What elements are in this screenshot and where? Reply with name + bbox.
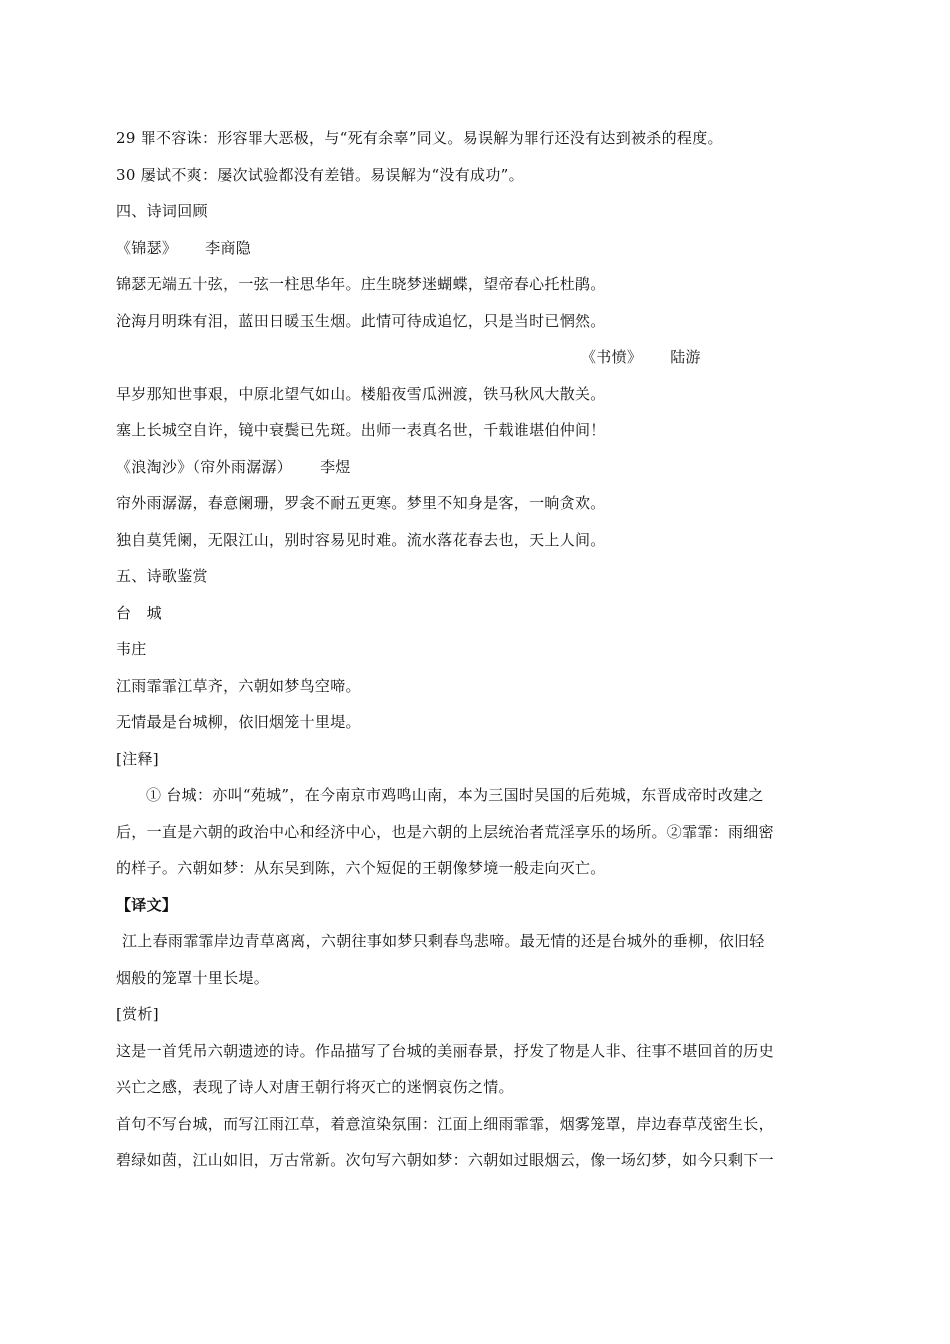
poem-title: 台 城 xyxy=(116,603,162,622)
text-line: 29 罪不容诛：形容罪大恶极，与“死有余辜”同义。易误解为罪行还没有达到被杀的程度。 xyxy=(116,129,723,147)
poem-line: 无情最是台城柳，依旧烟笼十里堤。 xyxy=(116,713,361,731)
poem-line: 帘外雨潺潺，春意阑珊，罗衾不耐五更寒。梦里不知身是客，一晌贪欢。 xyxy=(116,494,606,512)
poem-title: 《锦瑟》 xyxy=(116,238,178,257)
translation-label: 【译文】 xyxy=(116,895,178,914)
poem-line: 江雨霏霏江草齐，六朝如梦鸟空啼。 xyxy=(116,676,361,695)
section-heading: 五、诗歌鉴赏 xyxy=(116,567,208,585)
poem-heading xyxy=(116,449,846,486)
notes-line: 的样子。六朝如梦：从东吴到陈，六个短促的王朝像梦境一般走向灭亡。 xyxy=(116,859,606,877)
appreciation-line: 兴亡之感，表现了诗人对唐王朝行将灭亡的迷惘哀伤之情。 xyxy=(116,1078,514,1096)
poem-title: 《书愤》 xyxy=(581,348,643,366)
appreciation-line: 首句不写台城，而写江雨江草，着意渲染氛围：江面上细雨霏霏，烟雾笼罩，岸边春草茂密生长， xyxy=(116,1114,774,1133)
poem-line: 沧海月明珠有泪，蓝田日暖玉生烟。此情可待成追忆，只是当时已惘然。 xyxy=(116,311,606,330)
translation-line: 烟般的笼罩十里长堤。 xyxy=(116,968,270,987)
poem-author: 李商隐 xyxy=(205,238,252,257)
notes-line: 后，一直是六朝的政治中心和经济中心，也是六朝的上层统治者荒淫享乐的场所。②霏霏：雨细密 xyxy=(116,822,774,841)
translation-line: 江上春雨霏霏岸边青草离离，六朝往事如梦只剩春鸟悲啼。最无情的还是台城外的垂柳，依旧轻 xyxy=(122,932,765,950)
poem-author: 陆游 xyxy=(670,348,701,366)
poem-line: 锦瑟无端五十弦，一弦一柱思华年。庄生晓梦迷蝴蝶，望帝春心托杜鹃。 xyxy=(116,275,606,293)
poem-title: 《浪淘沙》（帘外雨潺潺） xyxy=(116,457,293,476)
poem-author: 韦庄 xyxy=(116,640,147,658)
poem-line: 早岁那知世事艰，中原北望气如山。楼船夜雪瓜洲渡，铁马秋风大散关。 xyxy=(116,384,606,403)
notes-label: [注释] xyxy=(116,749,159,768)
section-heading: 四、诗词回顾 xyxy=(116,202,208,220)
document-page xyxy=(116,120,846,1179)
poem-line: 独自莫凭阑，无限江山，别时容易见时难。流水落花春去也，天上人间。 xyxy=(116,530,606,549)
poem-heading xyxy=(116,230,846,267)
appreciation-label: [赏析] xyxy=(116,1005,159,1023)
text-line: 30 屡试不爽：屡次试验都没有差错。易误解为“没有成功”。 xyxy=(116,165,524,184)
poem-heading xyxy=(116,339,846,376)
poem-author: 李煜 xyxy=(320,457,351,476)
appreciation-line: 碧绿如茵，江山如旧，万古常新。次句写六朝如梦：六朝如过眼烟云，像一场幻梦，如今只剩下一 xyxy=(116,1151,774,1169)
notes-line: ① 台城：亦叫“苑城”，在今南京市鸡鸣山南，本为三国时吴国的后苑城，东晋成帝时改建之 xyxy=(146,786,764,804)
poem-line: 塞上长城空自许，镜中衰鬓已先斑。出师一表真名世，千载谁堪伯仲间！ xyxy=(116,421,606,439)
appreciation-line: 这是一首凭吊六朝遗迹的诗。作品描写了台城的美丽春景，抒发了物是人非、往事不堪回首的历史 xyxy=(116,1041,774,1060)
